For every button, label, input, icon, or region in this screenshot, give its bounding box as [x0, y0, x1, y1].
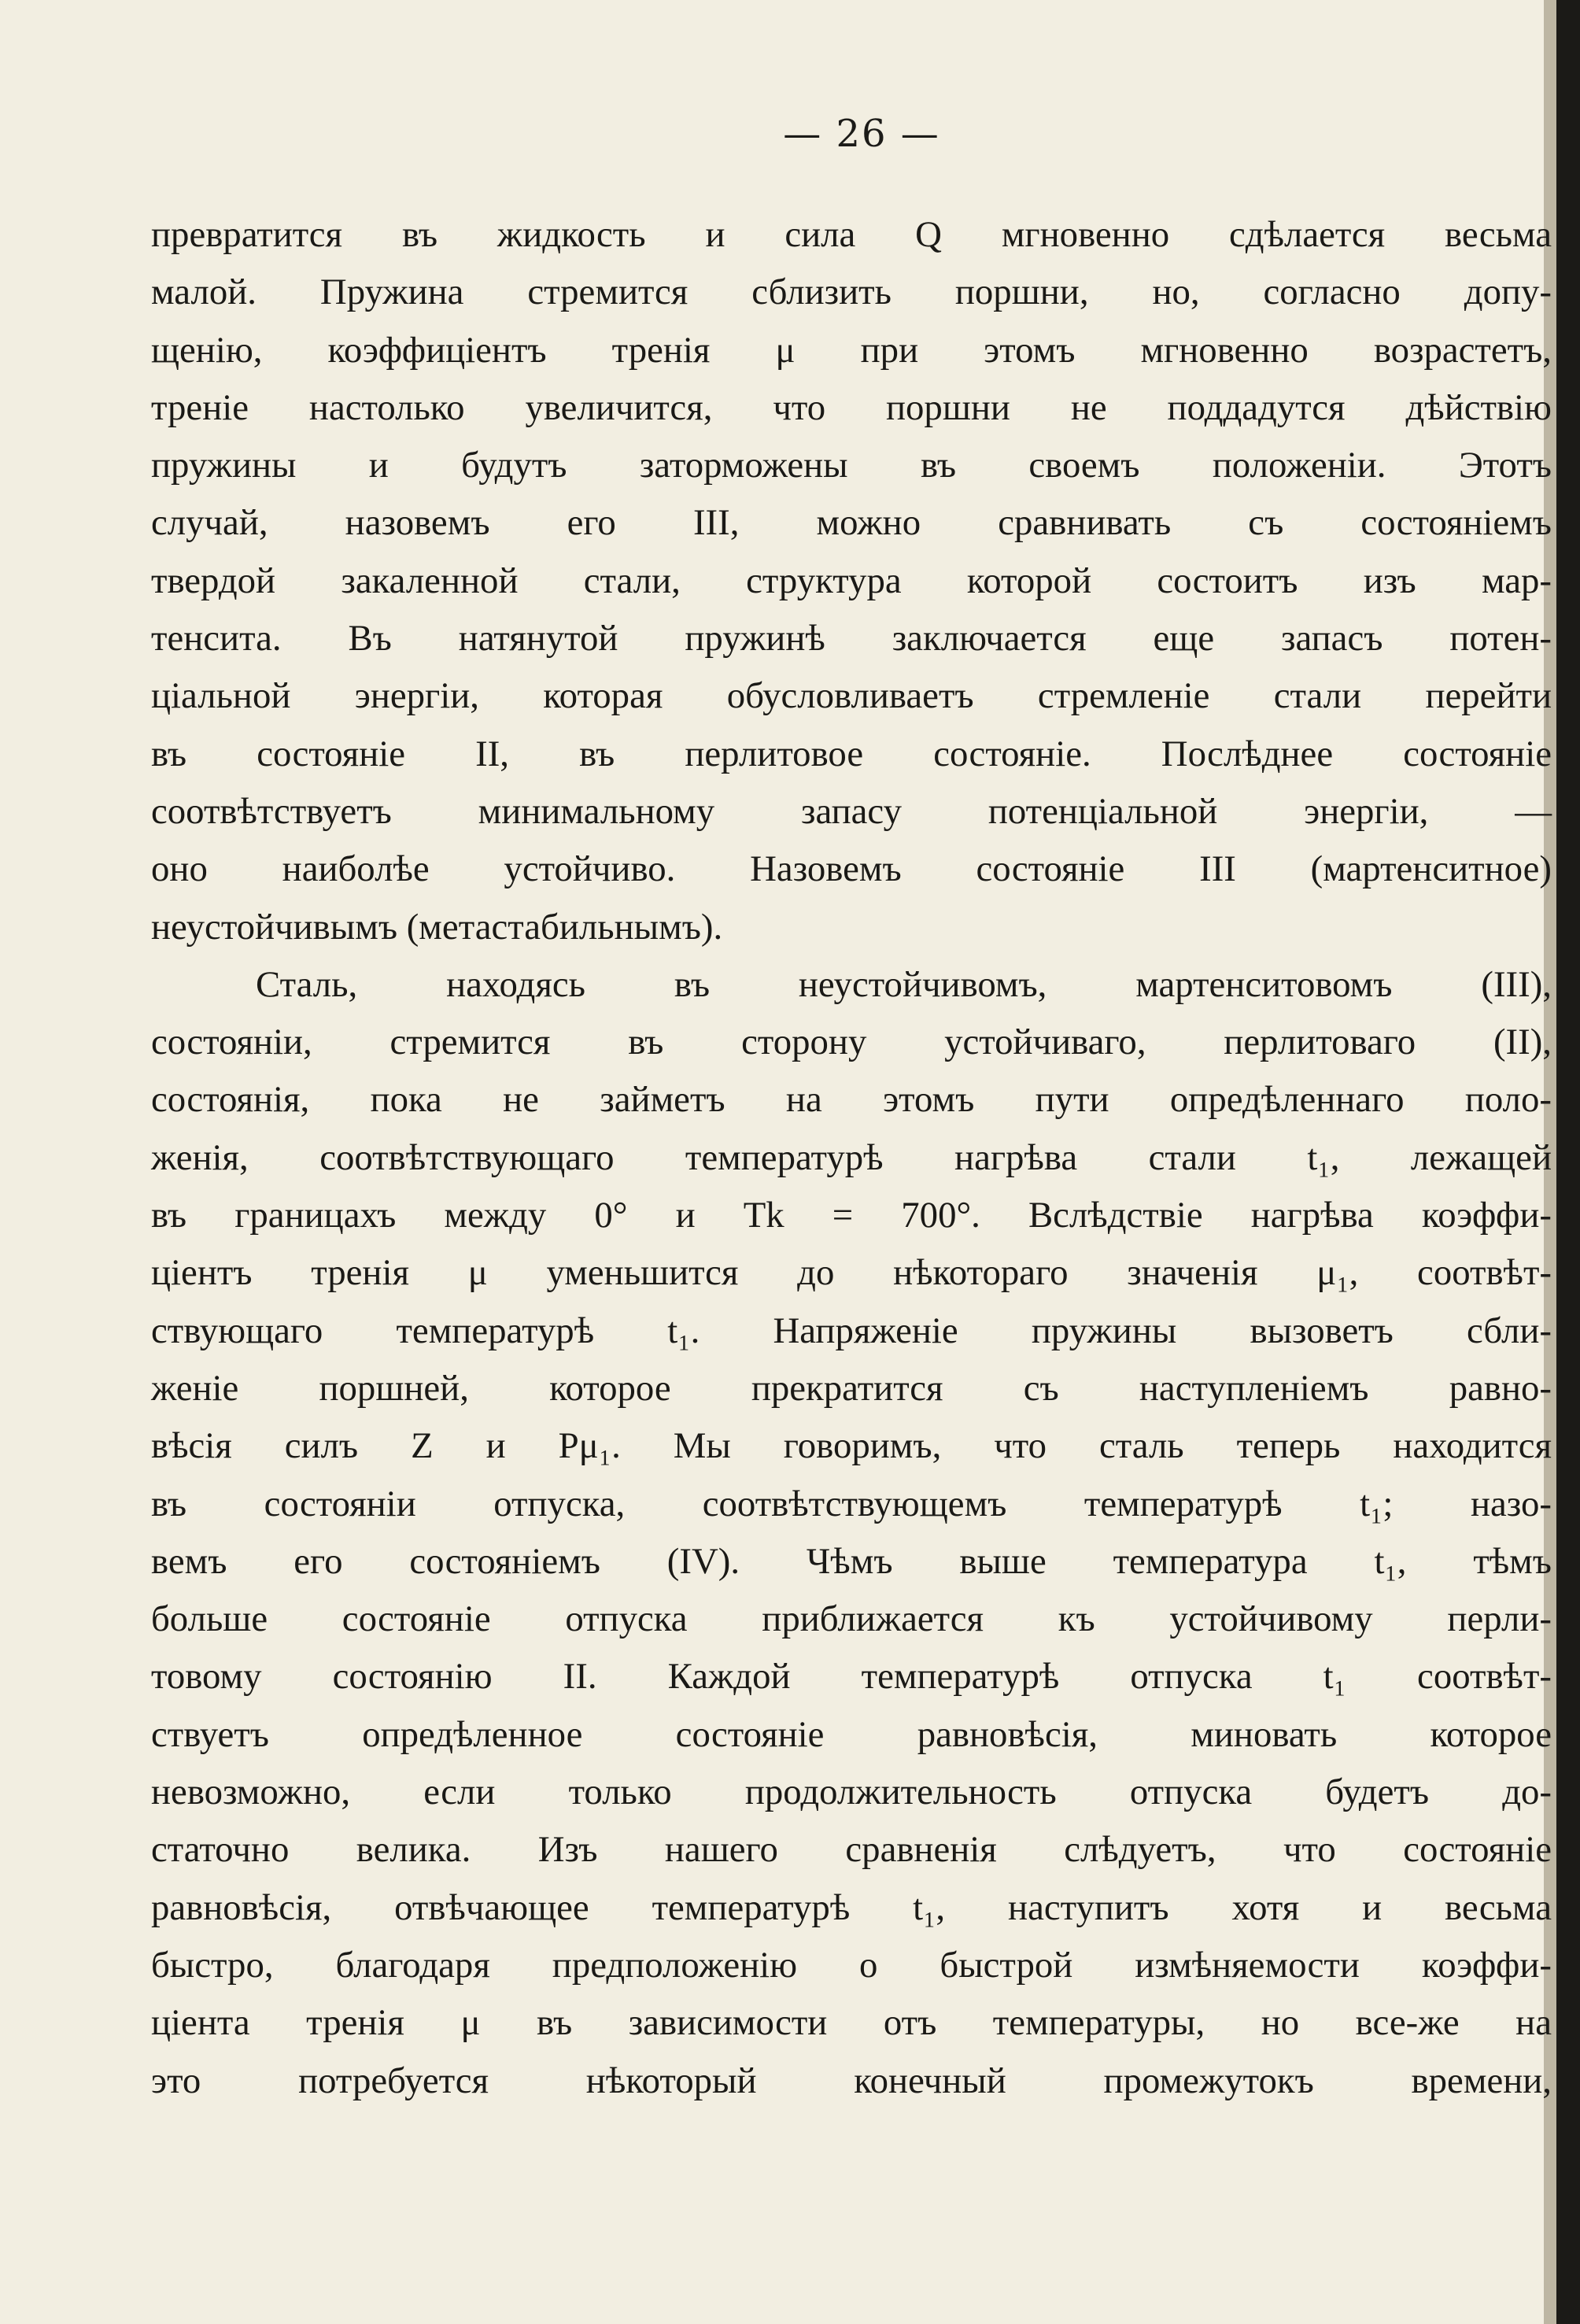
text-line: ціента тренія μ въ зависимости отъ температуры, но все-же на: [151, 2002, 1552, 2044]
text-line: малой. Пружина стремится сблизить поршни, но, согласно допу-: [151, 272, 1552, 313]
text-line: оно наиболѣе устойчиво. Назовемъ состояніе III (мартенситное): [151, 848, 1552, 890]
text-line: ствуетъ опредѣленное состояніе равновѣсія, миновать которое: [151, 1713, 1552, 1755]
text-line: равновѣсія, отвѣчающее температурѣ t₁, наступитъ хотя и весьма: [151, 1886, 1552, 1928]
text-line: вѣсія силъ Z и Pμ₁. Мы говоримъ, что сталь теперь находится: [151, 1425, 1552, 1467]
text-line: быстро, благодаря предположенію о быстрой измѣняемости коэффи-: [151, 1944, 1552, 1986]
text-line: состояніи, стремится въ сторону устойчиваго, перлитоваго (II),: [151, 1022, 1552, 1063]
text-line: случай, назовемъ его III, можно сравнивать съ состояніемъ: [151, 502, 1552, 544]
page-edge: [1556, 0, 1580, 2324]
text-line: треніе настолько увеличится, что поршни не поддадутся дѣйствію: [151, 386, 1552, 428]
text-line: неустойчивымъ (метастабильнымъ).: [151, 906, 723, 948]
text-line: статочно велика. Изъ нашего сравненія слѣдуетъ, что состояніе: [151, 1829, 1552, 1871]
text-line: тенсита. Въ натянутой пружинѣ заключается еще запасъ потен-: [151, 618, 1552, 660]
text-line: вемъ его состояніемъ (IV). Чѣмъ выше температура t₁, тѣмъ: [151, 1540, 1552, 1582]
text-line: женія, соотвѣтствующаго температурѣ нагрѣва стали t₁, лежащей: [151, 1136, 1552, 1178]
text-line: больше состояніе отпуска приближается къ устойчивому перли-: [151, 1598, 1552, 1640]
text-line: ціальной энергіи, которая обусловливаетъ стремленіе стали перейти: [151, 675, 1552, 717]
text-line: пружины и будутъ заторможены въ своемъ положеніи. Этотъ: [151, 445, 1552, 486]
text-line: въ состояніи отпуска, соотвѣтствующемъ температурѣ t₁; назо-: [151, 1483, 1552, 1524]
text-line: ствующаго температурѣ t₁. Напряженіе пружины вызоветъ сбли-: [151, 1310, 1552, 1351]
text-line: щенію, коэффиціентъ тренія μ при этомъ мгновенно возрастетъ,: [151, 329, 1552, 371]
text-line: женіе поршней, которое прекратится съ наступленіемъ равно-: [151, 1367, 1552, 1409]
text-line: въ состояніе II, въ перлитовое состояніе. Послѣднее состояніе: [151, 733, 1552, 774]
text-line: превратится въ жидкость и сила Q мгновенно сдѣлается весьма: [151, 214, 1552, 255]
text-line: это потребуется нѣкоторый конечный промежутокъ времени,: [151, 2060, 1552, 2101]
text-line: Сталь, находясь въ неустойчивомъ, мартенситовомъ (III),: [256, 963, 1552, 1005]
text-line: ціентъ тренія μ уменьшится до нѣкотораго значенія μ₁, соотвѣт-: [151, 1252, 1552, 1294]
page-number: — 26 —: [783, 112, 940, 156]
text-line: невозможно, если только продолжительность отпуска будетъ до-: [151, 1772, 1552, 1813]
text-line: твердой закаленной стали, структура которой состоитъ изъ мар-: [151, 560, 1552, 601]
text-line: товому состоянію II. Каждой температурѣ отпуска t₁ соотвѣт-: [151, 1656, 1552, 1698]
text-line: состоянія, пока не займетъ на этомъ пути опредѣленнаго поло-: [151, 1079, 1552, 1121]
body-text: [151, 206, 1552, 2110]
text-line: соотвѣтствуетъ минимальному запасу потенціальной энергіи, —: [151, 790, 1552, 832]
text-line: въ границахъ между 0° и Tk = 700°. Вслѣдствіе нагрѣва коэффи-: [151, 1195, 1552, 1236]
